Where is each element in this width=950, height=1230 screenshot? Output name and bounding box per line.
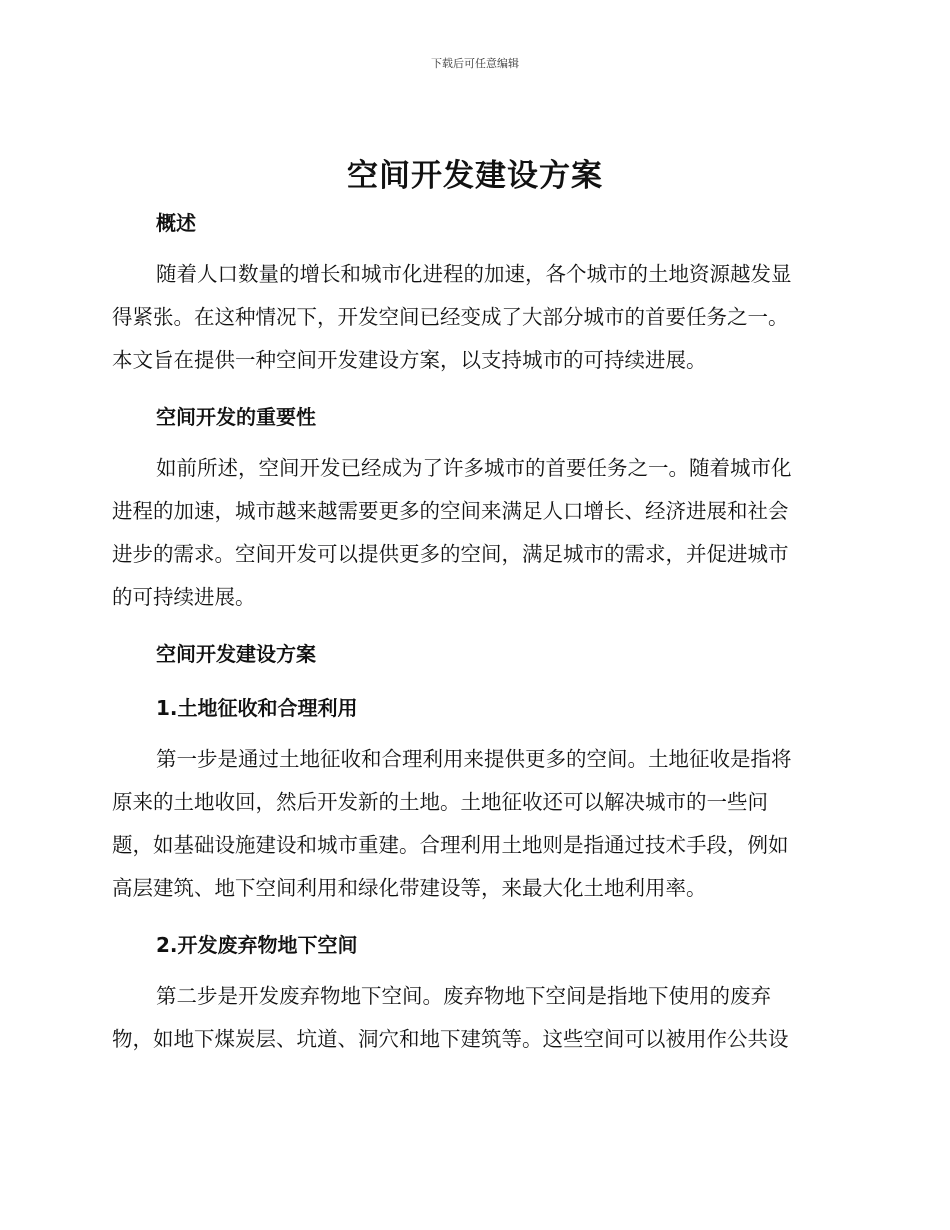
section-heading-importance: 空间开发的重要性 [156, 405, 316, 429]
section-heading-overview: 概述 [156, 211, 196, 235]
page-header: 下载后可任意编辑 [431, 57, 519, 70]
paragraph-line: 进步的需求。空间开发可以提供更多的空间，满足城市的需求，并促进城市 [112, 542, 789, 566]
paragraph-line: 本文旨在提供一种空间开发建设方案，以支持城市的可持续进展。 [112, 348, 707, 372]
paragraph-line: 原来的土地收回，然后开发新的土地。土地征收还可以解决城市的一些问 [112, 790, 768, 814]
paragraph-line: 高层建筑、地下空间利用和绿化带建设等，来最大化土地利用率。 [112, 876, 707, 900]
paragraph-overview [112, 253, 830, 382]
paragraph-line: 如前所述，空间开发已经成为了许多城市的首要任务之一。随着城市化 [156, 456, 792, 480]
document-title: 空间开发建设方案 [347, 158, 603, 194]
paragraph-importance [112, 447, 830, 619]
paragraph-line: 进程的加速，城市越来越需要更多的空间来满足人口增长、经济进展和社会 [112, 499, 789, 523]
paragraph-line: 第一步是通过土地征收和合理利用来提供更多的空间。土地征收是指将 [156, 747, 792, 771]
paragraph-underground [112, 975, 830, 1061]
paragraph-line: 物，如地下煤炭层、坑道、洞穴和地下建筑等。这些空间可以被用作公共设 [112, 1027, 789, 1051]
section-heading-plan: 空间开发建设方案 [156, 642, 316, 666]
paragraph-line: 题，如基础设施建设和城市重建。合理利用土地则是指通过技术手段，例如 [112, 833, 789, 857]
paragraph-line: 得紧张。在这种情况下，开发空间已经变成了大部分城市的首要任务之一。 [112, 305, 789, 329]
paragraph-line: 第二步是开发废弃物地下空间。废弃物地下空间是指地下使用的废弃 [156, 984, 771, 1008]
paragraph-line: 随着人口数量的增长和城市化进程的加速，各个城市的土地资源越发显 [156, 262, 792, 286]
paragraph-land [112, 738, 830, 910]
paragraph-line: 的可持续进展。 [112, 585, 256, 609]
section-heading-underground: 2.开发废弃物地下空间 [156, 933, 358, 957]
section-heading-land: 1.土地征收和合理利用 [156, 696, 358, 720]
